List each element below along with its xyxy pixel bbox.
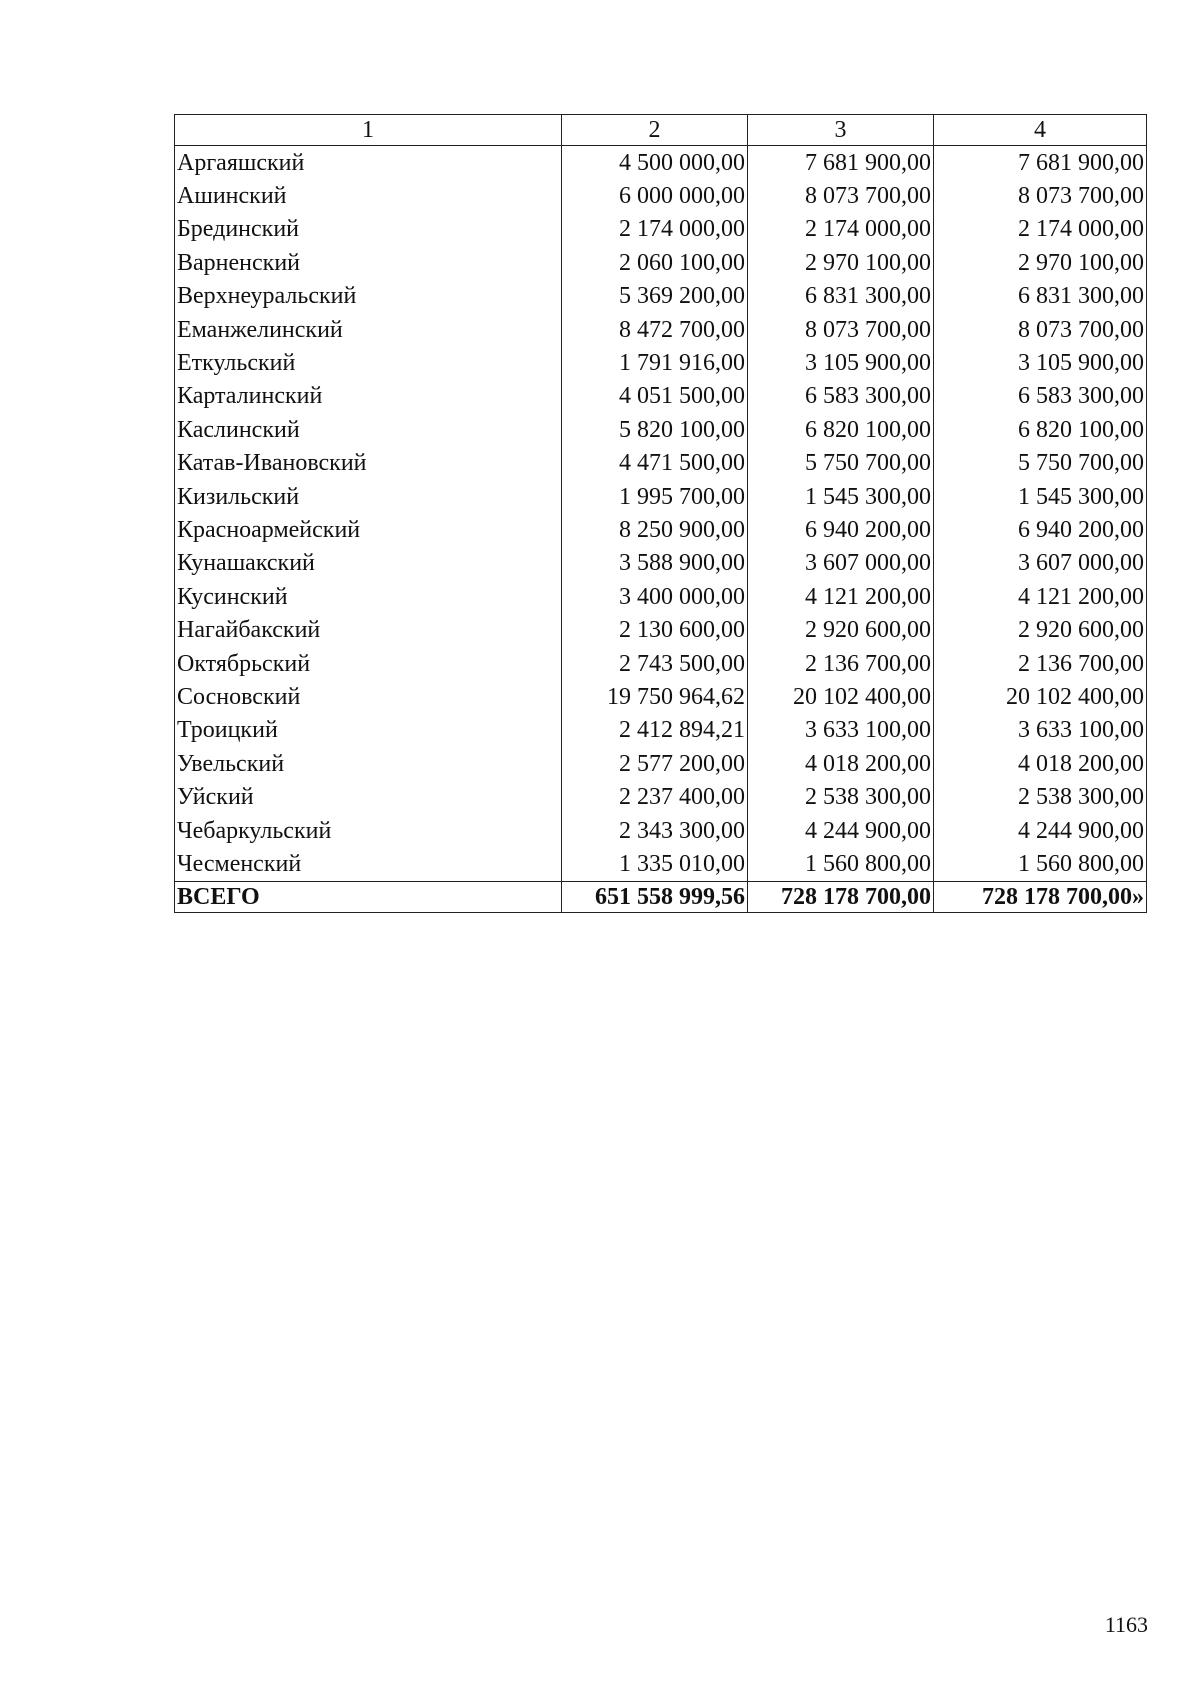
value-cell-col2: 2 412 894,21 xyxy=(562,714,748,747)
value-cell-col4: 2 174 000,00 xyxy=(934,213,1147,246)
table-row xyxy=(175,447,1147,480)
value-cell-col3: 2 174 000,00 xyxy=(748,213,934,246)
column-header-3: 3 xyxy=(748,115,934,146)
district-name-cell: Еткульский xyxy=(175,346,562,379)
total-cell-col3: 728 178 700,00 xyxy=(748,881,934,912)
district-name-cell: Верхнеуральский xyxy=(175,280,562,313)
table-row xyxy=(175,647,1147,680)
value-cell-col2: 5 369 200,00 xyxy=(562,280,748,313)
district-name-cell: Каслинский xyxy=(175,413,562,446)
district-name-cell: Чесменский xyxy=(175,847,562,881)
value-cell-col3: 8 073 700,00 xyxy=(748,179,934,212)
value-cell-col3: 1 545 300,00 xyxy=(748,480,934,513)
district-name-cell: Кизильский xyxy=(175,480,562,513)
district-name-cell: Брединский xyxy=(175,213,562,246)
district-name-cell: Чебаркульский xyxy=(175,814,562,847)
district-name-cell: Карталинский xyxy=(175,380,562,413)
table-row xyxy=(175,413,1147,446)
total-row xyxy=(175,881,1147,912)
value-cell-col3: 2 970 100,00 xyxy=(748,246,934,279)
table-footer xyxy=(175,881,1147,912)
value-cell-col4: 6 940 200,00 xyxy=(934,513,1147,546)
value-cell-col3: 6 820 100,00 xyxy=(748,413,934,446)
total-cell-col4: 728 178 700,00» xyxy=(934,881,1147,912)
table-row xyxy=(175,346,1147,379)
value-cell-col4: 2 970 100,00 xyxy=(934,246,1147,279)
district-name-cell: Нагайбакский xyxy=(175,613,562,646)
value-cell-col4: 8 073 700,00 xyxy=(934,179,1147,212)
value-cell-col4: 5 750 700,00 xyxy=(934,447,1147,480)
table-row xyxy=(175,847,1147,881)
value-cell-col2: 4 471 500,00 xyxy=(562,447,748,480)
value-cell-col4: 2 136 700,00 xyxy=(934,647,1147,680)
table-row xyxy=(175,747,1147,780)
value-cell-col2: 8 250 900,00 xyxy=(562,513,748,546)
district-name-cell: Красноармейский xyxy=(175,513,562,546)
budget-table xyxy=(174,114,1147,913)
value-cell-col2: 2 130 600,00 xyxy=(562,613,748,646)
value-cell-col3: 4 244 900,00 xyxy=(748,814,934,847)
value-cell-col3: 4 121 200,00 xyxy=(748,580,934,613)
value-cell-col4: 20 102 400,00 xyxy=(934,680,1147,713)
table-row xyxy=(175,179,1147,212)
value-cell-col2: 1 335 010,00 xyxy=(562,847,748,881)
value-cell-col2: 5 820 100,00 xyxy=(562,413,748,446)
value-cell-col2: 8 472 700,00 xyxy=(562,313,748,346)
value-cell-col3: 4 018 200,00 xyxy=(748,747,934,780)
value-cell-col3: 5 750 700,00 xyxy=(748,447,934,480)
district-name-cell: Троицкий xyxy=(175,714,562,747)
district-name-cell: Еманжелинский xyxy=(175,313,562,346)
value-cell-col4: 3 607 000,00 xyxy=(934,547,1147,580)
value-cell-col4: 6 831 300,00 xyxy=(934,280,1147,313)
value-cell-col4: 7 681 900,00 xyxy=(934,146,1147,180)
value-cell-col3: 3 607 000,00 xyxy=(748,547,934,580)
header-row xyxy=(175,115,1147,146)
value-cell-col4: 6 583 300,00 xyxy=(934,380,1147,413)
value-cell-col2: 3 588 900,00 xyxy=(562,547,748,580)
table-row xyxy=(175,613,1147,646)
value-cell-col2: 3 400 000,00 xyxy=(562,580,748,613)
value-cell-col3: 6 940 200,00 xyxy=(748,513,934,546)
table-row xyxy=(175,213,1147,246)
value-cell-col4: 8 073 700,00 xyxy=(934,313,1147,346)
district-name-cell: Уйский xyxy=(175,780,562,813)
total-label: ВСЕГО xyxy=(175,881,562,912)
value-cell-col2: 2 174 000,00 xyxy=(562,213,748,246)
value-cell-col4: 3 105 900,00 xyxy=(934,346,1147,379)
value-cell-col2: 4 051 500,00 xyxy=(562,380,748,413)
column-header-4: 4 xyxy=(934,115,1147,146)
value-cell-col2: 2 577 200,00 xyxy=(562,747,748,780)
district-name-cell: Варненский xyxy=(175,246,562,279)
value-cell-col4: 4 121 200,00 xyxy=(934,580,1147,613)
value-cell-col3: 7 681 900,00 xyxy=(748,146,934,180)
table-row xyxy=(175,547,1147,580)
value-cell-col2: 19 750 964,62 xyxy=(562,680,748,713)
total-cell-col2: 651 558 999,56 xyxy=(562,881,748,912)
table-row xyxy=(175,313,1147,346)
district-name-cell: Кусинский xyxy=(175,580,562,613)
district-name-cell: Катав-Ивановский xyxy=(175,447,562,480)
value-cell-col3: 3 105 900,00 xyxy=(748,346,934,379)
column-header-2: 2 xyxy=(562,115,748,146)
value-cell-col4: 2 920 600,00 xyxy=(934,613,1147,646)
value-cell-col4: 1 560 800,00 xyxy=(934,847,1147,881)
table-row xyxy=(175,513,1147,546)
value-cell-col2: 2 743 500,00 xyxy=(562,647,748,680)
table-row xyxy=(175,814,1147,847)
table-row xyxy=(175,580,1147,613)
column-header-1: 1 xyxy=(175,115,562,146)
district-name-cell: Ашинский xyxy=(175,179,562,212)
value-cell-col3: 6 831 300,00 xyxy=(748,280,934,313)
value-cell-col3: 3 633 100,00 xyxy=(748,714,934,747)
value-cell-col2: 4 500 000,00 xyxy=(562,146,748,180)
table-row xyxy=(175,380,1147,413)
value-cell-col3: 2 920 600,00 xyxy=(748,613,934,646)
value-cell-col3: 2 538 300,00 xyxy=(748,780,934,813)
table-row xyxy=(175,280,1147,313)
table-row xyxy=(175,146,1147,180)
table-row xyxy=(175,246,1147,279)
value-cell-col4: 4 018 200,00 xyxy=(934,747,1147,780)
table-header xyxy=(175,115,1147,146)
value-cell-col3: 2 136 700,00 xyxy=(748,647,934,680)
value-cell-col4: 3 633 100,00 xyxy=(934,714,1147,747)
value-cell-col4: 6 820 100,00 xyxy=(934,413,1147,446)
value-cell-col4: 2 538 300,00 xyxy=(934,780,1147,813)
value-cell-col3: 20 102 400,00 xyxy=(748,680,934,713)
value-cell-col3: 8 073 700,00 xyxy=(748,313,934,346)
district-name-cell: Сосновский xyxy=(175,680,562,713)
value-cell-col3: 6 583 300,00 xyxy=(748,380,934,413)
district-name-cell: Аргаяшский xyxy=(175,146,562,180)
table-row xyxy=(175,714,1147,747)
value-cell-col2: 6 000 000,00 xyxy=(562,179,748,212)
district-name-cell: Кунашакский xyxy=(175,547,562,580)
value-cell-col2: 2 060 100,00 xyxy=(562,246,748,279)
table-row xyxy=(175,480,1147,513)
page-number: 1163 xyxy=(1104,1612,1148,1637)
table-body xyxy=(175,146,1147,882)
table-row xyxy=(175,780,1147,813)
value-cell-col2: 2 237 400,00 xyxy=(562,780,748,813)
value-cell-col2: 1 791 916,00 xyxy=(562,346,748,379)
value-cell-col2: 2 343 300,00 xyxy=(562,814,748,847)
table-row xyxy=(175,680,1147,713)
district-name-cell: Увельский xyxy=(175,747,562,780)
value-cell-col4: 1 545 300,00 xyxy=(934,480,1147,513)
district-name-cell: Октябрьский xyxy=(175,647,562,680)
value-cell-col4: 4 244 900,00 xyxy=(934,814,1147,847)
value-cell-col2: 1 995 700,00 xyxy=(562,480,748,513)
value-cell-col3: 1 560 800,00 xyxy=(748,847,934,881)
